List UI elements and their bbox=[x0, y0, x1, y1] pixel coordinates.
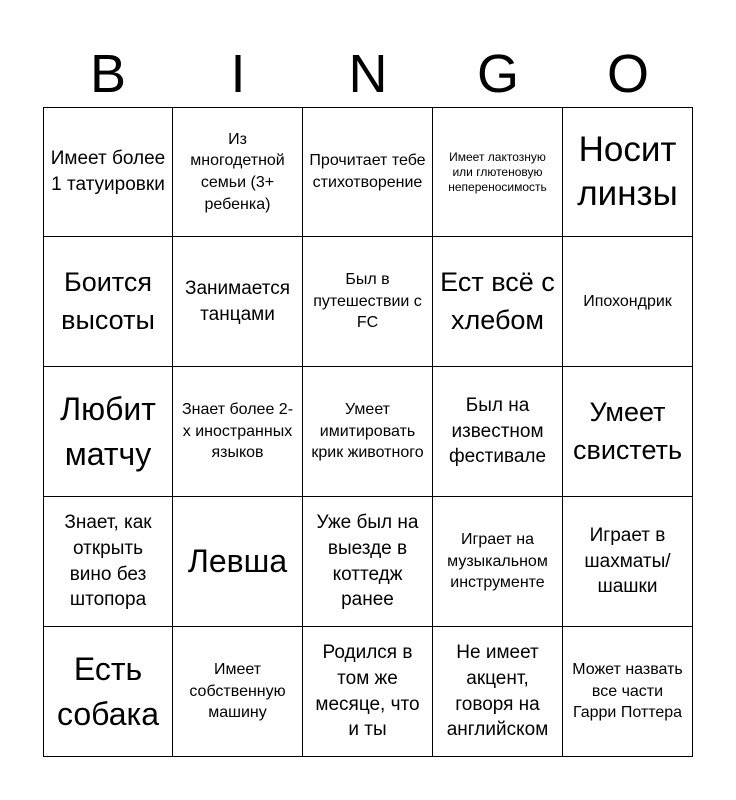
header-letter-i: I bbox=[230, 44, 246, 104]
bingo-cell-text: Знает более 2-х иностранных языков bbox=[181, 401, 294, 462]
bingo-cell[interactable] bbox=[433, 237, 563, 367]
bingo-cell-text: Ест всё с хлебом bbox=[440, 266, 555, 335]
bingo-cell-text: Прочитает тебе стихотворение bbox=[309, 152, 426, 191]
bingo-cell[interactable] bbox=[43, 367, 173, 497]
bingo-cell[interactable] bbox=[303, 497, 433, 627]
bingo-cell-text: Левша bbox=[187, 543, 288, 580]
header-letter-b: B bbox=[89, 44, 127, 104]
bingo-cell[interactable] bbox=[303, 107, 433, 237]
bingo-cell-text: Уже был на выезде в коттедж ранее bbox=[316, 512, 419, 611]
bingo-card-grid bbox=[43, 107, 693, 757]
bingo-cell-text: Знает, как открыть вино без штопора bbox=[64, 512, 152, 611]
bingo-cell[interactable] bbox=[43, 237, 173, 367]
bingo-cell-text: Был в путешествии с FC bbox=[313, 271, 422, 332]
bingo-cell-text: Умеет имитировать крик животного bbox=[311, 401, 424, 462]
bingo-cell-text: Боится высоты bbox=[61, 266, 155, 335]
bingo-cell-text: Есть собака bbox=[56, 650, 160, 732]
header-letter-g: G bbox=[476, 44, 519, 104]
bingo-cell-text: Может назвать все части Гарри Поттера bbox=[572, 661, 683, 722]
header-letter-o: O bbox=[606, 44, 649, 104]
bingo-cell[interactable] bbox=[563, 107, 693, 237]
bingo-cell[interactable] bbox=[173, 497, 303, 627]
bingo-cell-text: Ипохондрик bbox=[583, 292, 672, 310]
bingo-cell[interactable] bbox=[433, 497, 563, 627]
bingo-cell[interactable] bbox=[303, 627, 433, 757]
bingo-cell-text: Имеет собственную машину bbox=[189, 661, 286, 722]
bingo-cell[interactable] bbox=[433, 627, 563, 757]
bingo-header bbox=[43, 40, 693, 108]
bingo-cell[interactable] bbox=[433, 107, 563, 237]
bingo-cell-text: Умеет свистеть bbox=[572, 396, 683, 465]
bingo-cell[interactable] bbox=[563, 367, 693, 497]
bingo-cell[interactable] bbox=[303, 367, 433, 497]
bingo-cell-text: Не имеет акцент, говоря на английском bbox=[446, 642, 549, 741]
bingo-cell[interactable] bbox=[173, 107, 303, 237]
bingo-cell[interactable] bbox=[563, 237, 693, 367]
bingo-cell-text: Играет на музыкальном инструменте bbox=[447, 531, 548, 592]
bingo-cell-text: Из многодетной семьи (3+ ребенка) bbox=[190, 130, 285, 213]
bingo-cell[interactable] bbox=[303, 237, 433, 367]
bingo-cell[interactable] bbox=[173, 627, 303, 757]
bingo-cell-text: Любит матчу bbox=[60, 390, 156, 472]
bingo-cell[interactable] bbox=[43, 107, 173, 237]
bingo-cell[interactable] bbox=[433, 367, 563, 497]
bingo-cell[interactable] bbox=[43, 497, 173, 627]
bingo-cell-text: Играет в шахматы/шашки bbox=[584, 525, 671, 598]
bingo-cell-text: Занимается танцами bbox=[185, 277, 290, 325]
bingo-cell[interactable] bbox=[563, 497, 693, 627]
bingo-cell[interactable] bbox=[173, 367, 303, 497]
bingo-cell[interactable] bbox=[173, 237, 303, 367]
bingo-cell[interactable] bbox=[563, 627, 693, 757]
header-letter-n: N bbox=[348, 44, 388, 104]
bingo-cell-text: Носит линзы bbox=[577, 130, 678, 213]
bingo-cell-text: Родился в том же месяце, что и ты bbox=[315, 642, 420, 741]
bingo-cell-text: Имеет более 1 татуировки bbox=[50, 148, 166, 195]
bingo-cell[interactable] bbox=[43, 627, 173, 757]
bingo-cell-text: Имеет лактозную или глютеновую непереносимость bbox=[448, 149, 547, 194]
bingo-cell-text: Был на известном фестивале bbox=[448, 395, 547, 468]
